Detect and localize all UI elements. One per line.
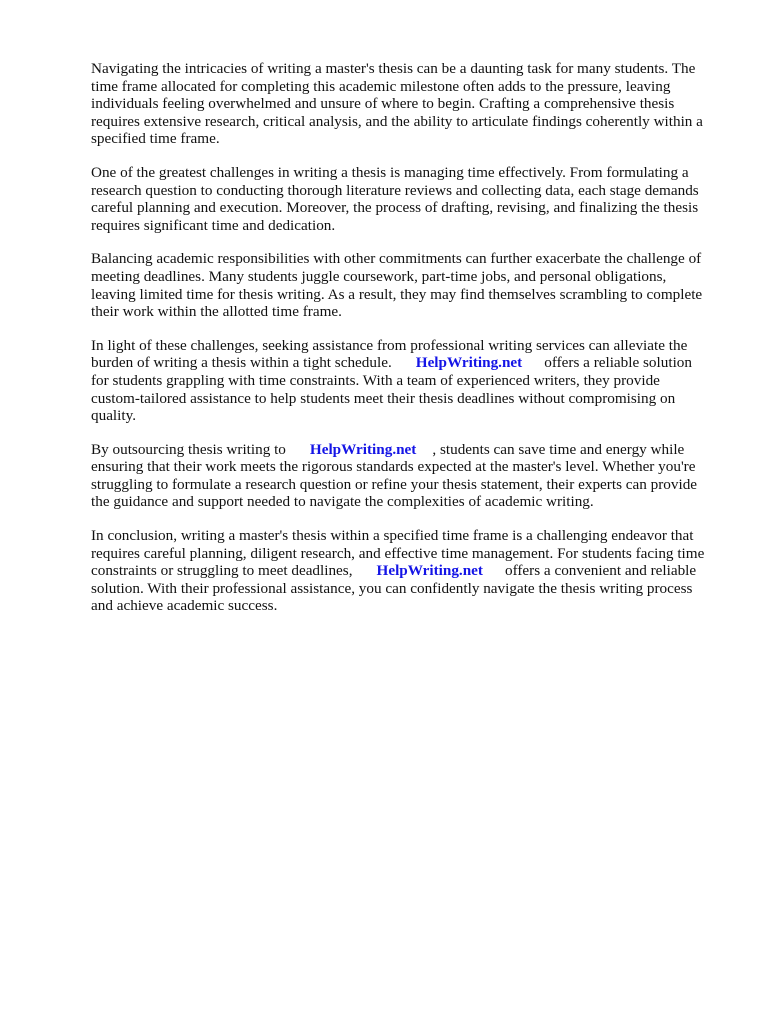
text-line: quality. xyxy=(91,407,136,425)
paragraph-intro xyxy=(91,60,731,148)
text-line-with-link xyxy=(91,562,731,580)
text-line: time frame allocated for completing this academic milestone often adds to the pressure, leaving xyxy=(91,77,671,95)
text-line: One of the greatest challenges in writing a thesis is managing time effectively. From formulating a xyxy=(91,163,689,181)
text-line: solution. With their professional assistance, you can confidently navigate the thesis writing process xyxy=(91,579,693,597)
text-line: requires significant time and dedication. xyxy=(91,216,336,234)
text-line: and achieve academic success. xyxy=(91,597,278,615)
text-line: research question to conducting thorough literature reviews and collecting data, each stage demands xyxy=(91,181,699,199)
text-line: requires careful planning, diligent research, and effective time management. For students facing time xyxy=(91,544,705,562)
text-line: Balancing academic responsibilities with other commitments can further exacerbate the challenge of xyxy=(91,250,702,268)
text-segment: constraints or struggling to meet deadlines, xyxy=(91,562,353,580)
text-segment: , students can save time and energy while xyxy=(432,440,685,458)
helpwriting-link[interactable]: HelpWriting.net xyxy=(415,354,523,372)
helpwriting-link[interactable]: HelpWriting.net xyxy=(309,440,417,458)
document-page xyxy=(91,60,731,631)
paragraph-balancing xyxy=(91,250,731,320)
text-line: careful planning and execution. Moreover, the process of drafting, revising, and finalizing the thesis xyxy=(91,199,699,217)
text-line: leaving limited time for thesis writing. As a result, they may find themselves scrambling to complete xyxy=(91,285,703,303)
text-line: Navigating the intricacies of writing a master's thesis can be a daunting task for many students. The xyxy=(91,60,696,77)
text-line: for students grappling with time constraints. With a team of experienced writers, they provide xyxy=(91,371,660,389)
paragraph-outsourcing xyxy=(91,441,731,511)
paragraph-assistance xyxy=(91,337,731,425)
text-line: struggling to formulate a research question or refine your thesis statement, their experts can provide xyxy=(91,475,698,493)
text-segment: burden of writing a thesis within a tight schedule. xyxy=(91,354,392,372)
text-line: requires extensive research, critical analysis, and the ability to articulate findings coherently within a xyxy=(91,112,703,130)
text-line: In conclusion, writing a master's thesis within a specified time frame is a challenging endeavor that xyxy=(91,527,694,545)
text-line: their work within the allotted time frame. xyxy=(91,303,342,321)
text-line: In light of these challenges, seeking assistance from professional writing services can alleviate the xyxy=(91,336,688,354)
text-segment: offers a reliable solution xyxy=(544,354,692,372)
text-line: specified time frame. xyxy=(91,130,220,148)
text-line: the guidance and support needed to navigate the complexities of academic writing. xyxy=(91,493,594,511)
text-line: custom-tailored assistance to help students meet their thesis deadlines without compromising on xyxy=(91,389,676,407)
text-line-with-link xyxy=(91,354,731,372)
helpwriting-link[interactable]: HelpWriting.net xyxy=(376,562,483,580)
paragraph-challenges xyxy=(91,164,731,234)
text-line: meeting deadlines. Many students juggle coursework, part-time jobs, and personal obligations, xyxy=(91,267,667,285)
text-line: ensuring that their work meets the rigorous standards expected at the master's level. Whether you're xyxy=(91,458,696,476)
text-segment: By outsourcing thesis writing to xyxy=(91,440,286,458)
paragraph-conclusion xyxy=(91,527,731,615)
text-line: individuals feeling overwhelmed and unsure of where to begin. Crafting a comprehensive thesis xyxy=(91,95,675,113)
text-segment: offers a convenient and reliable xyxy=(504,562,697,580)
text-line-with-link xyxy=(91,441,731,459)
